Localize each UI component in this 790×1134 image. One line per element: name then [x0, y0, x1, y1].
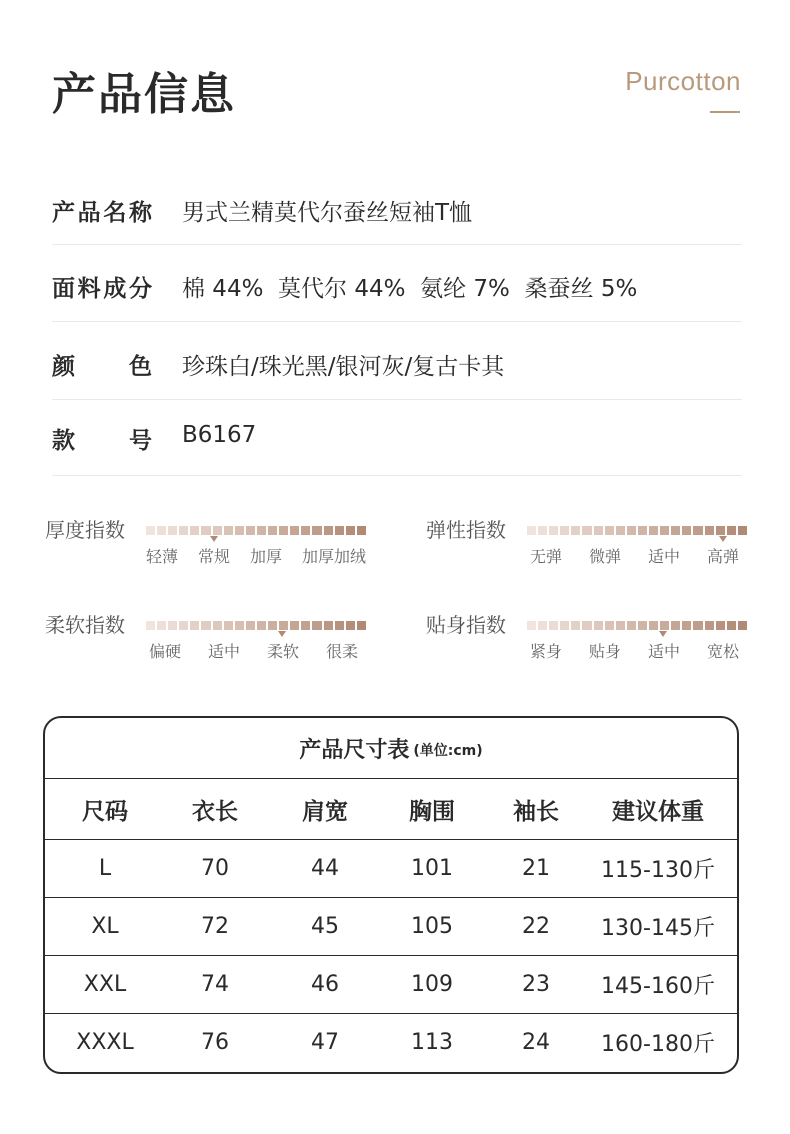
table-cell: 101 [411, 856, 453, 881]
divider [52, 399, 742, 400]
table-row [45, 1014, 737, 1071]
index-bar-segment [168, 526, 177, 535]
index-bar-segment [738, 621, 747, 630]
divider [52, 321, 742, 322]
label-char: 色 [129, 354, 152, 380]
index-bar-segment [301, 621, 310, 630]
table-cell: 47 [311, 1030, 339, 1055]
index-bar-segment [357, 526, 366, 535]
index-bar-segment [168, 621, 177, 630]
index-bar-segment [738, 526, 747, 535]
index-levels [146, 639, 378, 661]
level-label: 适中 [648, 547, 681, 566]
info-label [52, 422, 152, 455]
table-cell: 113 [411, 1030, 453, 1055]
index-bar-segment [179, 621, 188, 630]
index-bar-segment [638, 526, 647, 535]
column-header: 尺码 [82, 798, 128, 825]
index-elasticity [426, 514, 766, 584]
index-bar-segment [246, 526, 255, 535]
index-marker [278, 631, 286, 637]
page-title: 产品信息 [52, 69, 236, 120]
label-char: 名 [103, 200, 127, 226]
table-header-row [45, 779, 737, 840]
index-bar-segment [213, 621, 222, 630]
index-bar-segment [627, 526, 636, 535]
index-bar-segment [549, 621, 558, 630]
index-bar-segment [146, 621, 155, 630]
level-label: 很柔 [326, 642, 359, 661]
index-bar-segment [727, 526, 736, 535]
index-bar-segment [605, 621, 614, 630]
label-char: 号 [129, 428, 152, 454]
index-bar-segment [290, 526, 299, 535]
index-name: 厚度指数 [45, 518, 125, 542]
level-label: 微弹 [589, 547, 622, 566]
size-table-heading: 产品尺寸表 [299, 737, 410, 763]
index-name: 贴身指数 [426, 613, 506, 637]
size-table [43, 716, 739, 1074]
index-bar-segment [705, 526, 714, 535]
level-label: 加厚加绒 [302, 547, 367, 566]
level-label: 柔软 [267, 642, 300, 661]
table-cell: XXXL [76, 1030, 134, 1055]
label-char: 成 [103, 276, 127, 302]
index-thickness [45, 514, 385, 584]
index-bar-segment [682, 621, 691, 630]
index-bar [146, 621, 366, 630]
index-fit [426, 609, 766, 679]
label-char: 料 [77, 276, 101, 302]
index-bar-segment [246, 621, 255, 630]
table-row [45, 898, 737, 956]
size-table-title [45, 718, 737, 779]
level-label: 高弹 [707, 547, 740, 566]
index-levels [527, 544, 759, 566]
index-bar-segment [582, 621, 591, 630]
index-bar-segment [157, 621, 166, 630]
index-bar-segment [224, 621, 233, 630]
index-bar-segment [312, 526, 321, 535]
index-bar-segment [693, 621, 702, 630]
column-header: 袖长 [513, 798, 559, 825]
label-char: 分 [128, 276, 152, 302]
index-bar-segment [190, 526, 199, 535]
brand-name: Purcotton [625, 66, 741, 96]
index-bar-segment [357, 621, 366, 630]
table-cell: 46 [311, 972, 339, 997]
index-bar-segment [727, 621, 736, 630]
index-bar-segment [146, 526, 155, 535]
index-bar-segment [301, 526, 310, 535]
divider [52, 244, 742, 245]
index-bar-segment [312, 621, 321, 630]
table-cell: XXL [83, 972, 127, 997]
column-header: 肩宽 [302, 798, 348, 825]
index-bar-segment [616, 621, 625, 630]
level-label: 紧身 [530, 642, 563, 661]
label-char: 颜 [52, 354, 75, 380]
index-bar-segment [257, 621, 266, 630]
level-label: 轻薄 [146, 547, 179, 566]
index-bar [527, 526, 747, 535]
table-cell: 145-160斤 [601, 974, 715, 999]
table-cell: 21 [522, 856, 550, 881]
index-bar-segment [682, 526, 691, 535]
level-label: 适中 [648, 642, 681, 661]
index-bar-segment [594, 526, 603, 535]
index-levels [146, 544, 378, 566]
table-cell: 44 [311, 856, 339, 881]
index-bar-segment [538, 621, 547, 630]
label-char: 称 [128, 200, 152, 226]
brand-underline [710, 111, 740, 113]
index-marker [719, 536, 727, 542]
table-row [45, 840, 737, 898]
info-value: 棉 44% 莫代尔 44% 氨纶 7% 桑蚕丝 5% [182, 276, 638, 302]
index-bar-segment [571, 621, 580, 630]
index-bar-segment [594, 621, 603, 630]
index-bar-segment [660, 621, 669, 630]
index-bar-segment [213, 526, 222, 535]
level-label: 偏硬 [149, 642, 182, 661]
info-value: 珍珠白/珠光黑/银河灰/复古卡其 [182, 354, 505, 380]
index-bar-segment [671, 526, 680, 535]
index-marker [659, 631, 667, 637]
label-char: 款 [52, 428, 75, 454]
index-bar-segment [324, 526, 333, 535]
index-name: 柔软指数 [45, 613, 125, 637]
table-cell: 130-145斤 [601, 916, 715, 941]
index-bar-segment [716, 621, 725, 630]
info-value: B6167 [182, 422, 257, 448]
index-bar-segment [616, 526, 625, 535]
level-label: 贴身 [589, 642, 622, 661]
table-cell: 22 [522, 914, 550, 939]
label-char: 面 [52, 276, 75, 302]
index-marker [210, 536, 218, 542]
index-bar-segment [201, 526, 210, 535]
table-row [45, 956, 737, 1014]
index-bar-segment [346, 526, 355, 535]
index-bar-segment [268, 621, 277, 630]
index-bar-segment [571, 526, 580, 535]
level-label: 常规 [198, 547, 231, 566]
index-name: 弹性指数 [426, 518, 506, 542]
index-bar-segment [705, 621, 714, 630]
level-label: 无弹 [530, 547, 563, 566]
index-bar-segment [290, 621, 299, 630]
label-char: 产 [52, 200, 75, 226]
index-bar-segment [324, 621, 333, 630]
index-bar-segment [235, 621, 244, 630]
index-bar-segment [671, 621, 680, 630]
level-label: 加厚 [250, 547, 283, 566]
column-header: 胸围 [409, 798, 455, 825]
index-bar-segment [560, 621, 569, 630]
table-cell: 45 [311, 914, 339, 939]
index-bar-segment [201, 621, 210, 630]
index-bar-segment [279, 621, 288, 630]
index-bar-segment [716, 526, 725, 535]
table-cell: 115-130斤 [601, 858, 715, 883]
table-cell: 76 [201, 1030, 229, 1055]
level-label: 适中 [208, 642, 241, 661]
index-bar-segment [268, 526, 277, 535]
index-bar-segment [538, 526, 547, 535]
index-softness [45, 609, 385, 679]
index-bar [527, 621, 747, 630]
table-cell: 109 [411, 972, 453, 997]
index-bar-segment [257, 526, 266, 535]
table-cell: 72 [201, 914, 229, 939]
index-bar-segment [235, 526, 244, 535]
index-bar-segment [346, 621, 355, 630]
index-bar-segment [224, 526, 233, 535]
index-bar-segment [549, 526, 558, 535]
info-row-style-number [52, 422, 742, 482]
level-label: 宽松 [707, 642, 740, 661]
info-value: 男式兰精莫代尔蚕丝短袖T恤 [182, 200, 473, 226]
index-bar-segment [335, 526, 344, 535]
index-bar-segment [627, 621, 636, 630]
size-table-unit: (单位:cm) [413, 743, 483, 759]
index-bar-segment [649, 526, 658, 535]
table-cell: 70 [201, 856, 229, 881]
table-cell: 160-180斤 [601, 1032, 715, 1057]
divider [52, 475, 742, 476]
index-bar-segment [157, 526, 166, 535]
info-label [52, 194, 152, 227]
table-cell: 24 [522, 1030, 550, 1055]
column-header: 建议体重 [612, 798, 704, 825]
index-bar-segment [279, 526, 288, 535]
label-char: 品 [77, 200, 101, 226]
info-label [52, 270, 152, 303]
index-levels [527, 639, 759, 661]
index-bar-segment [649, 621, 658, 630]
info-row-product-name [52, 194, 742, 254]
table-cell: 23 [522, 972, 550, 997]
index-bar [146, 526, 366, 535]
info-label [52, 348, 152, 381]
table-cell: XL [91, 914, 119, 939]
index-bar-segment [527, 621, 536, 630]
index-bar-segment [638, 621, 647, 630]
index-bar-segment [582, 526, 591, 535]
index-bar-segment [335, 621, 344, 630]
index-bar-segment [693, 526, 702, 535]
index-bar-segment [605, 526, 614, 535]
index-bar-segment [190, 621, 199, 630]
index-bar-segment [527, 526, 536, 535]
index-bar-segment [660, 526, 669, 535]
table-cell: 105 [411, 914, 453, 939]
column-header: 衣长 [192, 798, 238, 825]
index-bar-segment [179, 526, 188, 535]
table-cell: 74 [201, 972, 229, 997]
index-bar-segment [560, 526, 569, 535]
table-cell: L [98, 856, 112, 881]
